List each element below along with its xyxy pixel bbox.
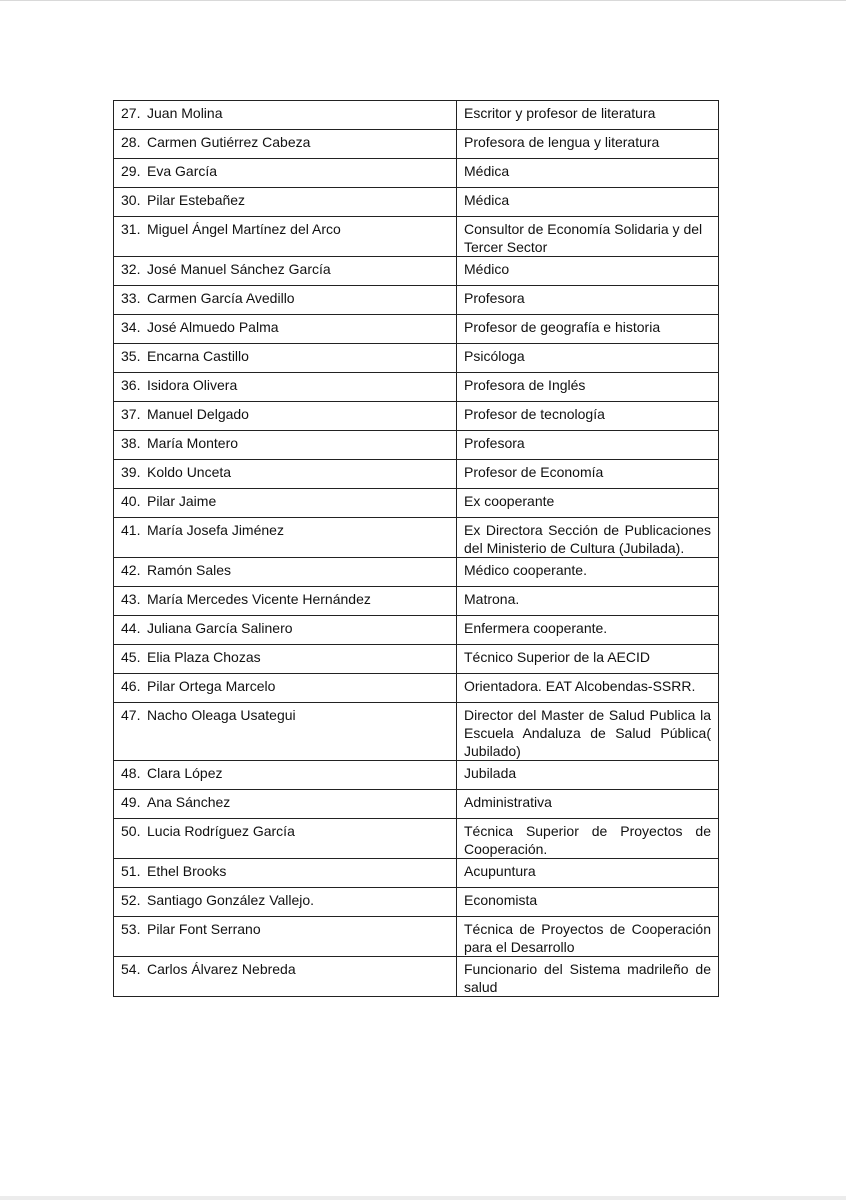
- row-number: 34.: [121, 319, 141, 335]
- row-number: 38.: [121, 435, 141, 451]
- name-cell: [114, 315, 457, 344]
- role-cell: Médico: [457, 257, 719, 286]
- name-cell: [114, 130, 457, 159]
- role-cell: Médica: [457, 159, 719, 188]
- person-name: Santiago González Vallejo.: [147, 892, 315, 908]
- row-number: 32.: [121, 261, 141, 277]
- table-row: [114, 315, 719, 344]
- table-row: [114, 257, 719, 286]
- role-cell: Funcionario del Sistema madrileño de salud: [457, 957, 719, 997]
- row-number: 50.: [121, 823, 141, 839]
- name-cell: [114, 703, 457, 761]
- person-name: Clara López: [147, 765, 223, 781]
- signatories-table: [113, 100, 719, 997]
- row-number: 40.: [121, 493, 141, 509]
- name-cell: [114, 888, 457, 917]
- role-cell: Profesora: [457, 431, 719, 460]
- row-number: 53.: [121, 921, 141, 937]
- person-name: Juliana García Salinero: [147, 620, 293, 636]
- role-cell: Enfermera cooperante.: [457, 616, 719, 645]
- person-name: Lucia Rodríguez García: [147, 823, 295, 839]
- row-number: 47.: [121, 707, 141, 723]
- person-name: Pilar Estebañez: [147, 192, 246, 208]
- row-number: 33.: [121, 290, 141, 306]
- table-row: [114, 616, 719, 645]
- role-cell: Administrativa: [457, 790, 719, 819]
- person-name: Elia Plaza Chozas: [147, 649, 261, 665]
- name-cell: [114, 188, 457, 217]
- name-cell: [114, 761, 457, 790]
- person-name: Pilar Font Serrano: [147, 921, 261, 937]
- row-number: 42.: [121, 562, 141, 578]
- person-name: Ethel Brooks: [147, 863, 227, 879]
- person-name: Pilar Jaime: [147, 493, 217, 509]
- role-cell: Matrona.: [457, 587, 719, 616]
- person-name: Pilar Ortega Marcelo: [147, 678, 276, 694]
- role-cell: Profesor de tecnología: [457, 402, 719, 431]
- name-cell: [114, 159, 457, 188]
- name-cell: [114, 402, 457, 431]
- role-cell: Acupuntura: [457, 859, 719, 888]
- name-cell: [114, 558, 457, 587]
- person-name: José Almuedo Palma: [147, 319, 279, 335]
- table-row: [114, 130, 719, 159]
- table-row: [114, 957, 719, 997]
- role-cell: Economista: [457, 888, 719, 917]
- person-name: Miguel Ángel Martínez del Arco: [147, 221, 341, 237]
- row-number: 46.: [121, 678, 141, 694]
- role-cell: Técnico Superior de la AECID: [457, 645, 719, 674]
- table-row: [114, 431, 719, 460]
- table-row: [114, 888, 719, 917]
- page-top-edge: [0, 0, 846, 1]
- person-name: Ana Sánchez: [147, 794, 231, 810]
- name-cell: [114, 373, 457, 402]
- table-row: [114, 761, 719, 790]
- page-bottom-edge: [0, 1196, 846, 1200]
- person-name: José Manuel Sánchez García: [147, 261, 331, 277]
- name-cell: [114, 101, 457, 130]
- table-row: [114, 859, 719, 888]
- person-name: Manuel Delgado: [147, 406, 249, 422]
- table-row: [114, 489, 719, 518]
- row-number: 49.: [121, 794, 141, 810]
- role-cell: Ex Directora Sección de Publicaciones del Ministerio de Cultura (Jubilada).: [457, 518, 719, 558]
- row-number: 52.: [121, 892, 141, 908]
- person-name: Carmen García Avedillo: [147, 290, 295, 306]
- table-row: [114, 674, 719, 703]
- person-name: Encarna Castillo: [147, 348, 249, 364]
- name-cell: [114, 257, 457, 286]
- table-row: [114, 344, 719, 373]
- table-row: [114, 917, 719, 957]
- role-cell: Profesora: [457, 286, 719, 315]
- person-name: Juan Molina: [147, 105, 223, 121]
- name-cell: [114, 489, 457, 518]
- row-number: 29.: [121, 163, 141, 179]
- row-number: 51.: [121, 863, 141, 879]
- name-cell: [114, 674, 457, 703]
- name-cell: [114, 217, 457, 257]
- name-cell: [114, 344, 457, 373]
- row-number: 54.: [121, 961, 141, 977]
- name-cell: [114, 587, 457, 616]
- role-cell: Orientadora. EAT Alcobendas-SSRR.: [457, 674, 719, 703]
- row-number: 27.: [121, 105, 141, 121]
- row-number: 31.: [121, 221, 141, 237]
- table-row: [114, 101, 719, 130]
- role-cell: Médica: [457, 188, 719, 217]
- name-cell: [114, 790, 457, 819]
- role-cell: Ex cooperante: [457, 489, 719, 518]
- person-name: Koldo Unceta: [147, 464, 232, 480]
- row-number: 39.: [121, 464, 141, 480]
- role-cell: Director del Master de Salud Publica la Escuela Andaluza de Salud Pública( Jubilado): [457, 703, 719, 761]
- table-row: [114, 217, 719, 257]
- name-cell: [114, 616, 457, 645]
- table-row: [114, 645, 719, 674]
- person-name: Isidora Olivera: [147, 377, 238, 393]
- table-row: [114, 703, 719, 761]
- row-number: 45.: [121, 649, 141, 665]
- row-number: 41.: [121, 522, 141, 538]
- role-cell: Psicóloga: [457, 344, 719, 373]
- table-row: [114, 373, 719, 402]
- row-number: 30.: [121, 192, 141, 208]
- name-cell: [114, 286, 457, 315]
- row-number: 35.: [121, 348, 141, 364]
- row-number: 43.: [121, 591, 141, 607]
- name-cell: [114, 518, 457, 558]
- person-name: María Mercedes Vicente Hernández: [147, 591, 371, 607]
- name-cell: [114, 917, 457, 957]
- person-name: Nacho Oleaga Usategui: [147, 707, 296, 723]
- role-cell: Consultor de Economía Solidaria y del Tercer Sector: [457, 217, 719, 257]
- name-cell: [114, 460, 457, 489]
- role-cell: Jubilada: [457, 761, 719, 790]
- person-name: Ramón Sales: [147, 562, 232, 578]
- table-row: [114, 819, 719, 859]
- name-cell: [114, 431, 457, 460]
- person-name: María Josefa Jiménez: [147, 522, 284, 538]
- table-row: [114, 587, 719, 616]
- role-cell: Técnica de Proyectos de Cooperación para el Desarrollo: [457, 917, 719, 957]
- table-row: [114, 518, 719, 558]
- table-row: [114, 460, 719, 489]
- role-cell: Profesora de lengua y literatura: [457, 130, 719, 159]
- name-cell: [114, 645, 457, 674]
- table-row: [114, 558, 719, 587]
- role-cell: Médico cooperante.: [457, 558, 719, 587]
- row-number: 48.: [121, 765, 141, 781]
- table-row: [114, 188, 719, 217]
- name-cell: [114, 859, 457, 888]
- name-cell: [114, 819, 457, 859]
- person-name: Eva García: [147, 163, 218, 179]
- name-cell: [114, 957, 457, 997]
- role-cell: Profesor de Economía: [457, 460, 719, 489]
- table-row: [114, 159, 719, 188]
- person-name: María Montero: [147, 435, 239, 451]
- row-number: 28.: [121, 134, 141, 150]
- role-cell: Profesor de geografía e historia: [457, 315, 719, 344]
- row-number: 36.: [121, 377, 141, 393]
- row-number: 37.: [121, 406, 141, 422]
- role-cell: Escritor y profesor de literatura: [457, 101, 719, 130]
- table-row: [114, 790, 719, 819]
- role-cell: Técnica Superior de Proyectos de Cooperación.: [457, 819, 719, 859]
- role-cell: Profesora de Inglés: [457, 373, 719, 402]
- table-row: [114, 286, 719, 315]
- person-name: Carlos Álvarez Nebreda: [147, 961, 296, 977]
- table-row: [114, 402, 719, 431]
- person-name: Carmen Gutiérrez Cabeza: [147, 134, 311, 150]
- row-number: 44.: [121, 620, 141, 636]
